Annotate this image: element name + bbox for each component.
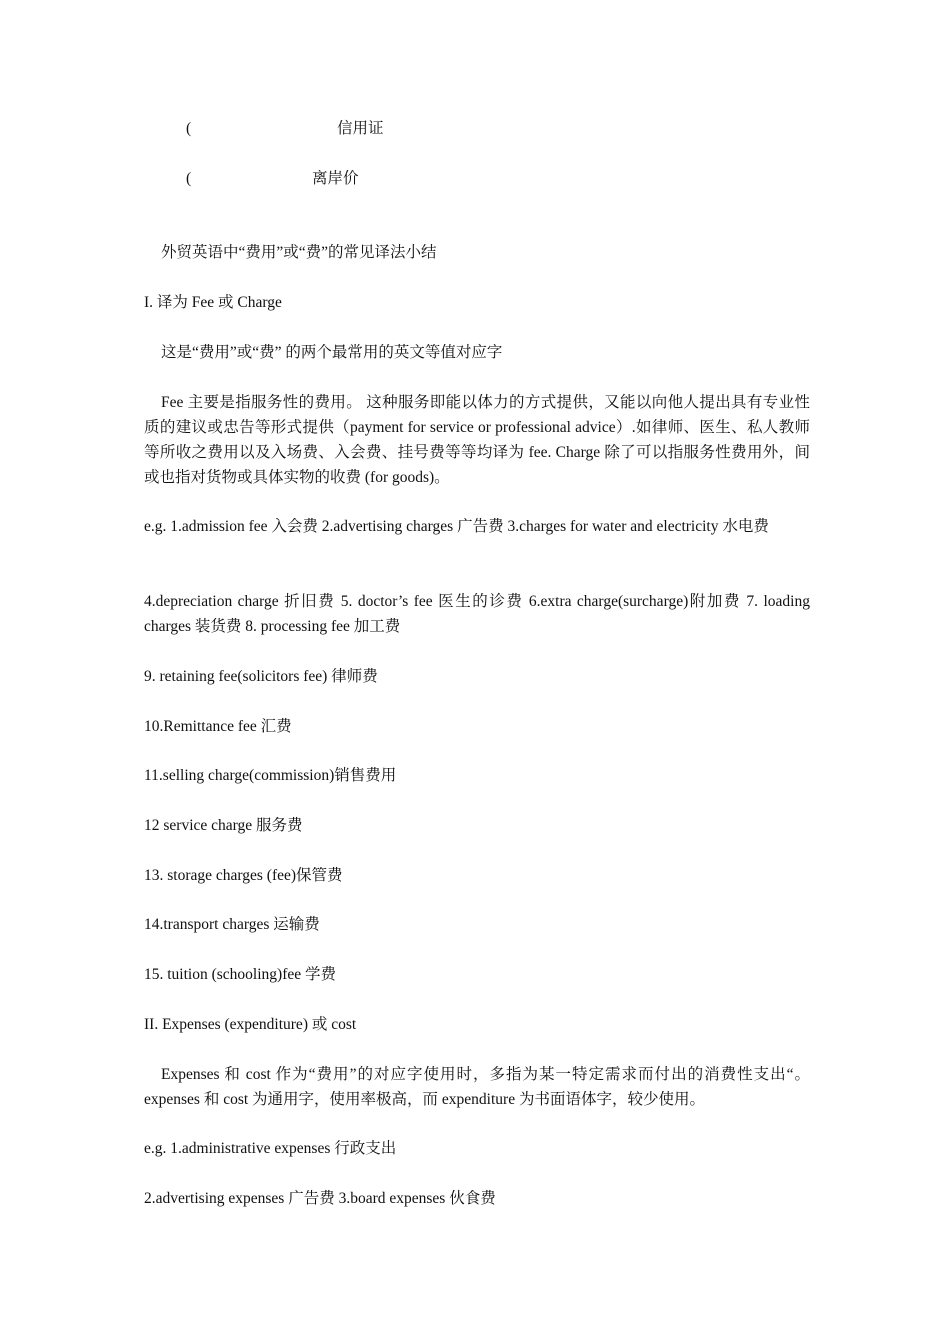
- example-line: 12 service charge 服务费: [144, 817, 303, 834]
- example-line: 15. tuition (schooling)fee 学费: [144, 966, 336, 983]
- example-line: 13. storage charges (fee)保管费: [144, 867, 343, 884]
- example-line: 14.transport charges 运输费: [144, 916, 320, 933]
- example-line: 2.advertising expenses 广告费 3.board expenses 伙食费: [144, 1190, 496, 1207]
- example-line: 9. retaining fee(solicitors fee) 律师费: [144, 668, 378, 685]
- body-paragraph: Expenses 和 cost 作为“费用”的对应字使用时，多指为某一特定需求而付出的消费性支出“。expenses 和 cost 为通用字，使用率极高，而 expenditure 为书面语体字，较少使用。: [144, 1066, 810, 1108]
- example-line: 11.selling charge(commission)销售费用: [144, 767, 397, 784]
- open-paren: (: [186, 120, 192, 137]
- section-heading: II. Expenses (expenditure) 或 cost: [144, 1016, 357, 1033]
- example-line: 4.depreciation charge 折旧费 5. doctor’s fee 医生的诊费 6.extra charge(surcharge)附加费 7. loading charges 装货费 8. processing fee 加工费: [144, 593, 810, 635]
- section-intro: 这是“费用”或“费” 的两个最常用的英文等值对应字: [161, 344, 503, 361]
- term-fob: 离岸价: [312, 170, 359, 187]
- example-line: e.g. 1.administrative expenses 行政支出: [144, 1140, 397, 1157]
- body-paragraph: Fee 主要是指服务性的费用。 这种服务即能以体力的方式提供，又能以向他人提出具有专业性质的建议或忠告等形式提供（payment for service or professional advice）.如律师、医生、私人教师等所收之费用以及入场费、入会费、挂号费等等均译为 fee. Charge 除了可以指服务性费用外，间或也指对货物或具体实物的收费 (for goods)。: [144, 394, 810, 486]
- open-paren: (: [186, 170, 192, 187]
- term-letter-of-credit: 信用证: [337, 120, 384, 137]
- example-line: e.g. 1.admission fee 入会费 2.advertising charges 广告费 3.charges for water and electricity 水电费: [144, 518, 769, 535]
- section-heading: I. 译为 Fee 或 Charge: [144, 294, 282, 311]
- example-line: 10.Remittance fee 汇费: [144, 718, 292, 735]
- document-title: 外贸英语中“费用”或“费”的常见译法小结: [161, 244, 437, 261]
